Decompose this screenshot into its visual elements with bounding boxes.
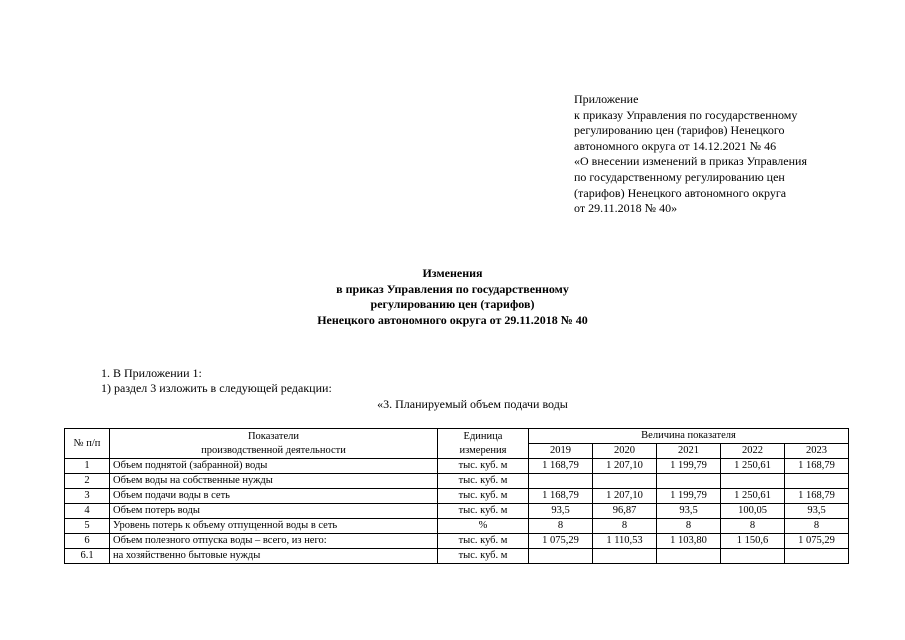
annex-line: регулированию цен (тарифов) Ненецкого — [574, 123, 785, 138]
header-indicator-line1: Показатели — [247, 430, 300, 442]
title-line: Ненецкого автономного округа от 29.11.2018 № 40 — [317, 313, 588, 328]
table-row — [65, 504, 849, 519]
row-name: Объем подачи воды в сеть — [110, 489, 438, 504]
header-unit — [438, 429, 529, 459]
row-value: 8 — [721, 519, 785, 534]
header-year: 2022 — [721, 444, 785, 459]
row-num: 1 — [65, 459, 110, 474]
row-value: 1 103,80 — [657, 534, 721, 549]
header-indicator — [110, 429, 438, 459]
row-value: 1 168,79 — [785, 489, 849, 504]
header-year: 2021 — [657, 444, 721, 459]
annex-line: «О внесении изменений в приказ Управления — [574, 154, 807, 169]
row-name: на хозяйственно бытовые нужды — [110, 549, 438, 564]
paragraph-item-2: 1) раздел 3 изложить в следующей редакции: — [101, 381, 332, 395]
row-num: 6.1 — [65, 549, 110, 564]
row-value: 1 168,79 — [529, 459, 593, 474]
table-row — [65, 489, 849, 504]
row-value — [721, 549, 785, 564]
row-value — [593, 474, 657, 489]
annex-line: автономного округа от 14.12.2021 № 46 — [574, 138, 777, 153]
row-value: 93,5 — [657, 504, 721, 519]
row-value: 1 075,29 — [785, 534, 849, 549]
title-line: регулированию цен (тарифов) — [370, 297, 535, 312]
row-unit: тыс. куб. м — [438, 459, 529, 474]
row-unit: тыс. куб. м — [438, 549, 529, 564]
row-value: 1 150,6 — [721, 534, 785, 549]
row-name: Уровень потерь к объему отпущенной воды в сеть — [110, 519, 438, 534]
row-unit: тыс. куб. м — [438, 534, 529, 549]
row-value: 8 — [593, 519, 657, 534]
row-value: 1 199,79 — [657, 489, 721, 504]
header-year: 2020 — [593, 444, 657, 459]
row-value: 1 207,10 — [593, 459, 657, 474]
row-num: 6 — [65, 534, 110, 549]
row-name: Объем воды на собственные нужды — [110, 474, 438, 489]
header-year: 2019 — [529, 444, 593, 459]
row-value: 1 250,61 — [721, 459, 785, 474]
row-value: 8 — [657, 519, 721, 534]
row-num: 2 — [65, 474, 110, 489]
row-name: Объем полезного отпуска воды – всего, из него: — [110, 534, 438, 549]
table-row — [65, 534, 849, 549]
annex-line: к приказу Управления по государственному — [574, 107, 798, 122]
row-value — [529, 549, 593, 564]
row-unit: % — [438, 519, 529, 534]
row-unit: тыс. куб. м — [438, 489, 529, 504]
row-value: 1 207,10 — [593, 489, 657, 504]
title-line: в приказ Управления по государственному — [336, 281, 569, 296]
annex-line: по государственному регулированию цен — [574, 169, 785, 184]
table-row — [65, 519, 849, 534]
row-value: 1 168,79 — [529, 489, 593, 504]
row-unit: тыс. куб. м — [438, 504, 529, 519]
row-value: 1 199,79 — [657, 459, 721, 474]
table-row — [65, 549, 849, 564]
document-title — [0, 266, 905, 329]
row-value: 93,5 — [529, 504, 593, 519]
row-value: 8 — [529, 519, 593, 534]
row-num: 3 — [65, 489, 110, 504]
header-unit-line2: измерения — [459, 444, 507, 456]
paragraph-item-1: 1. В Приложении 1: — [101, 366, 202, 380]
header-year: 2023 — [785, 444, 849, 459]
row-value: 96,87 — [593, 504, 657, 519]
row-num: 4 — [65, 504, 110, 519]
header-unit-line1: Единица — [463, 430, 503, 442]
row-name: Объем поднятой (забранной) воды — [110, 459, 438, 474]
row-value — [529, 474, 593, 489]
row-value: 8 — [785, 519, 849, 534]
row-value: 100,05 — [721, 504, 785, 519]
row-value: 1 250,61 — [721, 489, 785, 504]
annex-line: (тарифов) Ненецкого автономного округа — [574, 185, 787, 200]
row-value — [785, 549, 849, 564]
annex-block — [574, 92, 807, 217]
row-value: 1 110,53 — [593, 534, 657, 549]
row-value: 93,5 — [785, 504, 849, 519]
header-value-group: Величина показателя — [529, 429, 849, 444]
title-line: Изменения — [422, 266, 483, 280]
row-unit: тыс. куб. м — [438, 474, 529, 489]
annex-line: Приложение — [574, 92, 639, 106]
row-value — [657, 549, 721, 564]
annex-line: от 29.11.2018 № 40» — [574, 201, 678, 216]
row-value: 1 168,79 — [785, 459, 849, 474]
section-title: «3. Планируемый объем подачи воды — [377, 397, 568, 411]
water-supply-table — [64, 428, 849, 564]
row-value — [721, 474, 785, 489]
header-num: № п/п — [65, 429, 110, 459]
row-value — [785, 474, 849, 489]
header-indicator-line2: производственной деятельности — [201, 444, 346, 456]
table-row — [65, 474, 849, 489]
row-value — [657, 474, 721, 489]
table-row — [65, 459, 849, 474]
row-num: 5 — [65, 519, 110, 534]
row-name: Объем потерь воды — [110, 504, 438, 519]
row-value — [593, 549, 657, 564]
row-value: 1 075,29 — [529, 534, 593, 549]
